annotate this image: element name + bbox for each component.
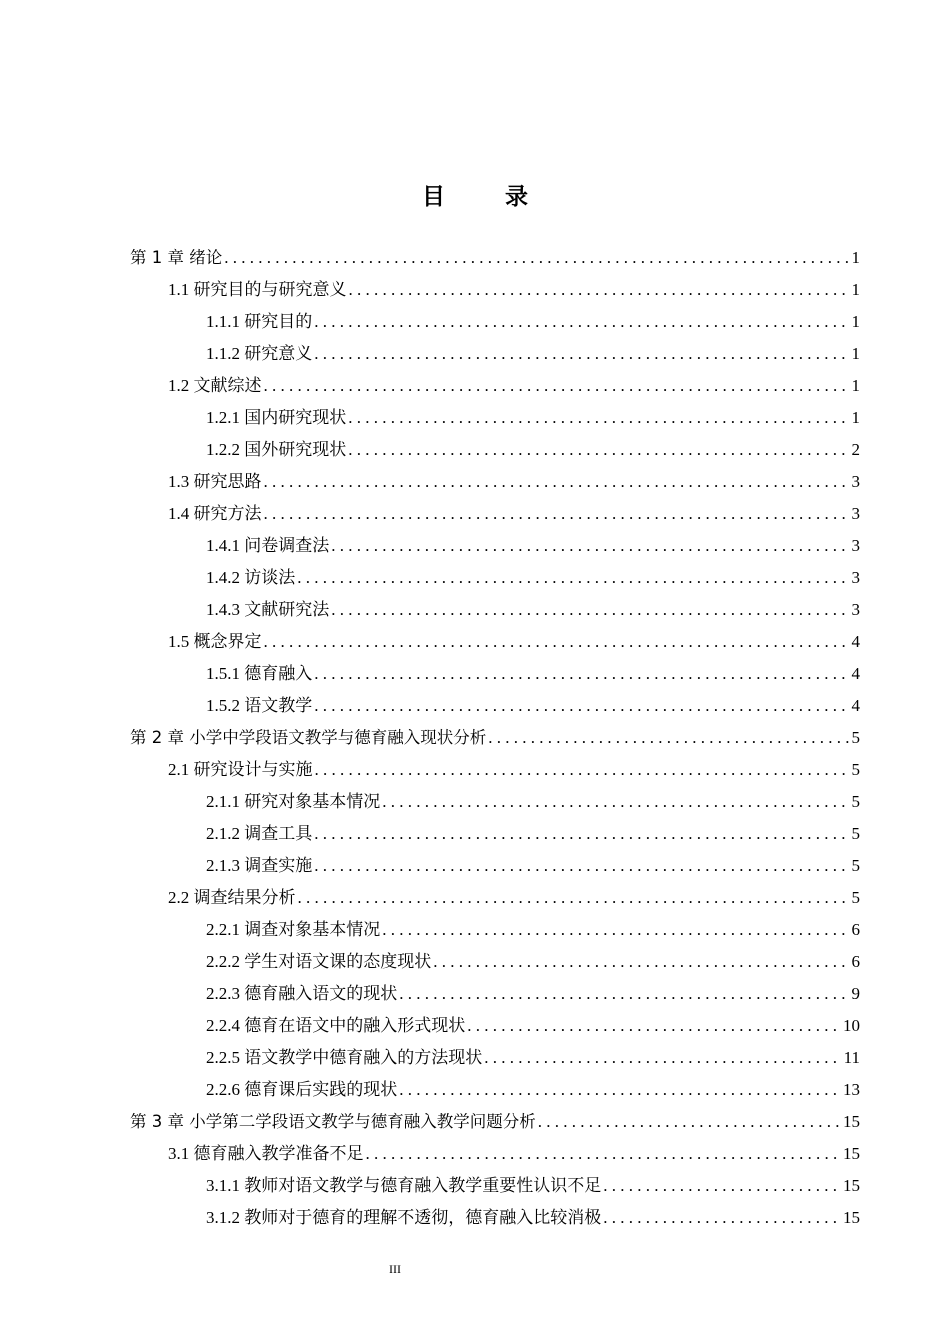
toc-entry[interactable] [130, 306, 860, 338]
toc-entry-page-number: 3 [851, 600, 860, 619]
toc-entry[interactable] [130, 402, 860, 434]
toc-entry-title: 2.2 调查结果分析 [168, 882, 298, 914]
toc-leader-dots [314, 818, 849, 850]
toc-leader-dots [399, 978, 849, 1010]
toc-entry-title: 1.4.2 访谈法 [206, 562, 297, 594]
toc-entry[interactable] [130, 274, 860, 306]
toc-entry[interactable] [130, 882, 860, 914]
toc-entry-page-number: 15 [843, 1144, 860, 1163]
toc-entry[interactable] [130, 434, 860, 466]
toc-entry-title: 2.2.6 德育课后实践的现状 [206, 1074, 399, 1106]
toc-leader-dots [314, 338, 849, 370]
toc-entry-page-number: 9 [851, 984, 860, 1003]
toc-leader-dots [484, 1042, 841, 1074]
toc-leader-dots [264, 466, 850, 498]
toc-leader-dots [366, 1138, 842, 1170]
toc-entry-page-number: 15 [843, 1208, 860, 1227]
toc-entry-page-number: 15 [843, 1112, 860, 1131]
toc-entry-page-number: 6 [851, 952, 860, 971]
toc-entry[interactable] [130, 594, 860, 626]
toc-entry-page-number: 5 [851, 728, 860, 747]
toc-entry[interactable] [130, 978, 860, 1010]
toc-leader-dots [264, 370, 850, 402]
toc-entry-page-number: 10 [843, 1016, 860, 1035]
toc-entry-title: 1.3 研究思路 [168, 466, 264, 498]
toc-entry[interactable] [130, 1074, 860, 1106]
toc-entry[interactable] [130, 722, 860, 754]
toc-leader-dots [264, 626, 850, 658]
toc-entry-title: 1.4.3 文献研究法 [206, 594, 331, 626]
toc-entry-page-number: 3 [851, 504, 860, 523]
toc-entry-page-number: 1 [851, 280, 860, 299]
toc-entry-page-number: 5 [851, 824, 860, 843]
toc-entry-title: 2.1.2 调查工具 [206, 818, 314, 850]
toc-entry-title: 1.4 研究方法 [168, 498, 264, 530]
toc-entry-title: 3.1.2 教师对于德育的理解不透彻，德育融入比较消极 [206, 1202, 603, 1234]
toc-entry[interactable] [130, 530, 860, 562]
toc-entry-title: 2.2.5 语文教学中德育融入的方法现状 [206, 1042, 484, 1074]
toc-entry-page-number: 6 [851, 920, 860, 939]
toc-leader-dots [331, 530, 849, 562]
toc-entry[interactable] [130, 1042, 860, 1074]
toc-entry-page-number: 1 [851, 408, 860, 427]
toc-leader-dots [382, 786, 849, 818]
toc-entry-title: 第 1 章 绪论 [130, 242, 224, 274]
toc-entry-page-number: 5 [851, 856, 860, 875]
toc-leader-dots [298, 882, 850, 914]
toc-leader-dots [264, 498, 850, 530]
toc-entry-page-number: 4 [851, 632, 860, 651]
toc-entry[interactable] [130, 786, 860, 818]
toc-entry-title: 1.2.1 国内研究现状 [206, 402, 348, 434]
toc-entry-page-number: 3 [851, 472, 860, 491]
toc-leader-dots [433, 946, 849, 978]
toc-leader-dots [297, 562, 849, 594]
toc-entry[interactable] [130, 1106, 860, 1138]
toc-entry-page-number: 1 [851, 312, 860, 331]
toc-leader-dots [348, 402, 849, 434]
toc-entry-page-number: 5 [851, 888, 860, 907]
toc-entry-title: 1.4.1 问卷调查法 [206, 530, 331, 562]
toc-entry-title: 3.1.1 教师对语文教学与德育融入教学重要性认识不足 [206, 1170, 603, 1202]
toc-entry[interactable] [130, 914, 860, 946]
toc-leader-dots [314, 306, 849, 338]
toc-entry-title: 1.2 文献综述 [168, 370, 264, 402]
toc-entry[interactable] [130, 498, 860, 530]
toc-leader-dots [314, 658, 849, 690]
toc-entry-title: 第 2 章 小学中学段语文教学与德育融入现状分析 [130, 722, 488, 754]
toc-leader-dots [488, 722, 849, 754]
toc-entry-title: 2.2.4 德育在语文中的融入形式现状 [206, 1010, 467, 1042]
toc-entry[interactable] [130, 370, 860, 402]
toc-entry[interactable] [130, 1138, 860, 1170]
toc-entry[interactable] [130, 626, 860, 658]
page-number-footer: III [389, 1262, 401, 1276]
toc-entry-title: 1.5.1 德育融入 [206, 658, 314, 690]
toc-entry-title: 1.1.1 研究目的 [206, 306, 314, 338]
toc-leader-dots [382, 914, 849, 946]
toc-entry-page-number: 11 [843, 1048, 860, 1067]
table-of-contents [130, 242, 860, 1234]
toc-entry-page-number: 3 [851, 568, 860, 587]
toc-entry[interactable] [130, 754, 860, 786]
toc-entry[interactable] [130, 1202, 860, 1234]
toc-entry[interactable] [130, 242, 860, 274]
toc-entry-title: 2.2.2 学生对语文课的态度现状 [206, 946, 433, 978]
toc-leader-dots [348, 434, 849, 466]
toc-leader-dots [314, 690, 849, 722]
toc-entry-title: 2.1.3 调查实施 [206, 850, 314, 882]
toc-entry-title: 1.1 研究目的与研究意义 [168, 274, 349, 306]
page-title: 目 录 [421, 184, 554, 210]
toc-entry-title: 第 3 章 小学第二学段语文教学与德育融入教学问题分析 [130, 1106, 538, 1138]
toc-entry-page-number: 1 [851, 344, 860, 363]
toc-entry[interactable] [130, 562, 860, 594]
toc-entry[interactable] [130, 338, 860, 370]
toc-entry[interactable] [130, 658, 860, 690]
toc-leader-dots [538, 1106, 841, 1138]
toc-entry[interactable] [130, 1170, 860, 1202]
toc-leader-dots [603, 1170, 841, 1202]
toc-leader-dots [399, 1074, 841, 1106]
toc-entry[interactable] [130, 690, 860, 722]
toc-leader-dots [349, 274, 850, 306]
toc-entry[interactable] [130, 850, 860, 882]
toc-entry-title: 1.5 概念界定 [168, 626, 264, 658]
toc-entry-title: 1.2.2 国外研究现状 [206, 434, 348, 466]
toc-entry[interactable] [130, 466, 860, 498]
toc-leader-dots [224, 242, 849, 274]
toc-entry-title: 2.1 研究设计与实施 [168, 754, 315, 786]
toc-entry-page-number: 15 [843, 1176, 860, 1195]
toc-entry-page-number: 5 [851, 760, 860, 779]
toc-entry-page-number: 1 [851, 376, 860, 395]
toc-entry[interactable] [130, 818, 860, 850]
toc-leader-dots [315, 754, 850, 786]
toc-leader-dots [467, 1010, 841, 1042]
toc-entry-title: 2.2.1 调查对象基本情况 [206, 914, 382, 946]
toc-entry-title: 2.2.3 德育融入语文的现状 [206, 978, 399, 1010]
toc-entry-page-number: 2 [851, 440, 860, 459]
toc-entry[interactable] [130, 946, 860, 978]
toc-entry-page-number: 4 [851, 696, 860, 715]
toc-entry-page-number: 1 [851, 248, 860, 267]
toc-leader-dots [314, 850, 849, 882]
toc-leader-dots [331, 594, 849, 626]
toc-entry-page-number: 3 [851, 536, 860, 555]
toc-entry-page-number: 4 [851, 664, 860, 683]
toc-entry-page-number: 5 [851, 792, 860, 811]
toc-entry-title: 3.1 德育融入教学准备不足 [168, 1138, 366, 1170]
toc-entry-title: 1.5.2 语文教学 [206, 690, 314, 722]
toc-entry-page-number: 13 [843, 1080, 860, 1099]
toc-entry-title: 1.1.2 研究意义 [206, 338, 314, 370]
toc-leader-dots [603, 1202, 841, 1234]
toc-entry-title: 2.1.1 研究对象基本情况 [206, 786, 382, 818]
toc-entry[interactable] [130, 1010, 860, 1042]
